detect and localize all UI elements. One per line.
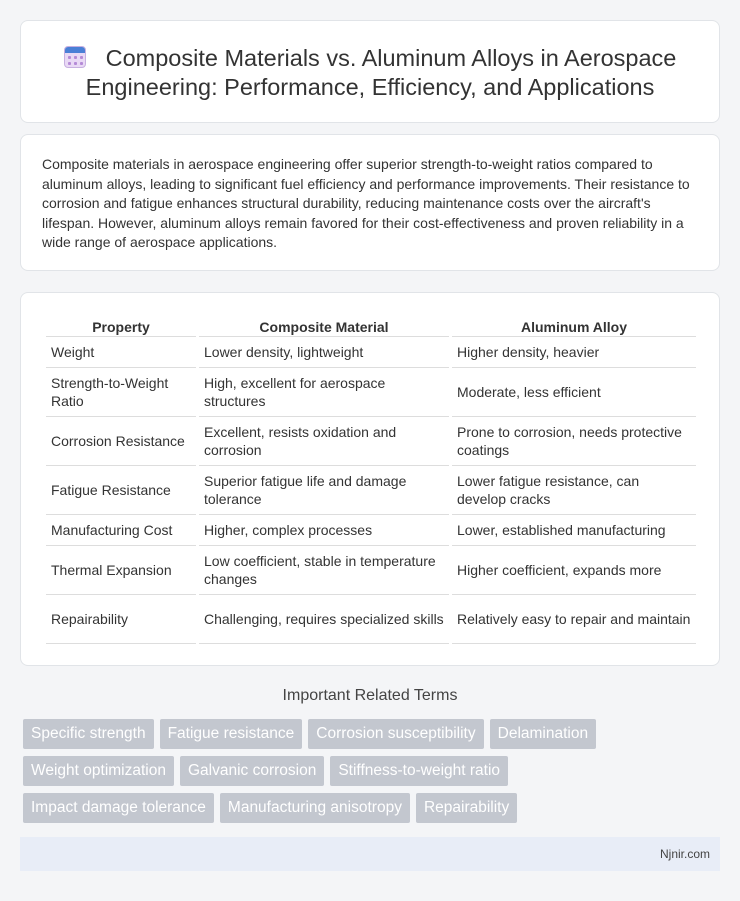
table-cell: Moderate, less efficient xyxy=(452,368,696,417)
table-cell: Higher density, heavier xyxy=(452,337,696,368)
table-cell: Higher coefficient, expands more xyxy=(452,546,696,595)
related-term-tag[interactable]: Corrosion susceptibility xyxy=(308,719,483,749)
table-cell: Low coefficient, stable in temperature changes xyxy=(199,546,449,595)
column-header: Aluminum Alloy xyxy=(452,315,696,337)
footer-site: Njnir.com xyxy=(659,847,710,861)
table-cell: Prone to corrosion, needs protective coatings xyxy=(452,417,696,466)
footer xyxy=(20,837,720,871)
related-term-tag[interactable]: Repairability xyxy=(416,793,517,823)
table-cell: High, excellent for aerospace structures xyxy=(199,368,449,417)
page-title-text: Composite Materials vs. Aluminum Alloys in Aerospace Engineering: Performance, Efficiency, and Applications xyxy=(85,45,677,100)
related-term-tag[interactable]: Stiffness-to-weight ratio xyxy=(330,756,508,786)
intro-card xyxy=(20,134,720,271)
table-row xyxy=(46,417,696,466)
table-cell: Strength-to-Weight Ratio xyxy=(46,368,196,417)
table-cell: Excellent, resists oxidation and corrosion xyxy=(199,417,449,466)
table-cell: Challenging, requires specialized skills xyxy=(199,595,449,644)
related-term-tag[interactable]: Specific strength xyxy=(23,719,154,749)
related-term-tag[interactable]: Delamination xyxy=(490,719,596,749)
related-term-tag[interactable]: Fatigue resistance xyxy=(160,719,303,749)
table-row xyxy=(46,515,696,546)
table-cell: Fatigue Resistance xyxy=(46,466,196,515)
title-card xyxy=(20,20,720,123)
table-row xyxy=(46,546,696,595)
table-header-row xyxy=(46,315,696,337)
page-title xyxy=(21,44,719,102)
tag-row xyxy=(23,719,723,749)
tag-row xyxy=(23,793,723,823)
intro-paragraph: Composite materials in aerospace engineering offer superior strength-to-weight ratios compared to aluminum alloys, leading to significant fuel efficiency and performance improvements. Their resistance to corrosion and fatigue enhances structural durability, reducing maintenance costs over the aircraft's lifespan. However, aluminum alloys remain favored for their cost-effectiveness and proven reliability in a wide range of aerospace applications. xyxy=(42,156,690,250)
column-header: Composite Material xyxy=(199,315,449,337)
table-row xyxy=(46,337,696,368)
calendar-icon xyxy=(64,46,86,68)
related-term-tag[interactable]: Manufacturing anisotropy xyxy=(220,793,410,823)
table-cell: Thermal Expansion xyxy=(46,546,196,595)
table-cell: Higher, complex processes xyxy=(199,515,449,546)
related-term-tag[interactable]: Impact damage tolerance xyxy=(23,793,214,823)
related-terms-title: Important Related Terms xyxy=(282,687,458,704)
table-row xyxy=(46,595,696,644)
related-terms-tags xyxy=(23,719,723,830)
related-term-tag[interactable]: Galvanic corrosion xyxy=(180,756,324,786)
table-cell: Superior fatigue life and damage tolerance xyxy=(199,466,449,515)
related-term-tag[interactable]: Weight optimization xyxy=(23,756,174,786)
table-cell: Lower density, lightweight xyxy=(199,337,449,368)
table-cell: Corrosion Resistance xyxy=(46,417,196,466)
table-row xyxy=(46,466,696,515)
table-cell: Manufacturing Cost xyxy=(46,515,196,546)
table-cell: Lower fatigue resistance, can develop cracks xyxy=(452,466,696,515)
table-cell: Repairability xyxy=(46,595,196,644)
table-row xyxy=(46,368,696,417)
table-cell: Relatively easy to repair and maintain xyxy=(452,595,696,644)
table-cell: Lower, established manufacturing xyxy=(452,515,696,546)
column-header: Property xyxy=(46,315,196,337)
tag-row xyxy=(23,756,723,786)
comparison-table xyxy=(43,315,699,644)
comparison-table-card xyxy=(20,292,720,666)
table-cell: Weight xyxy=(46,337,196,368)
